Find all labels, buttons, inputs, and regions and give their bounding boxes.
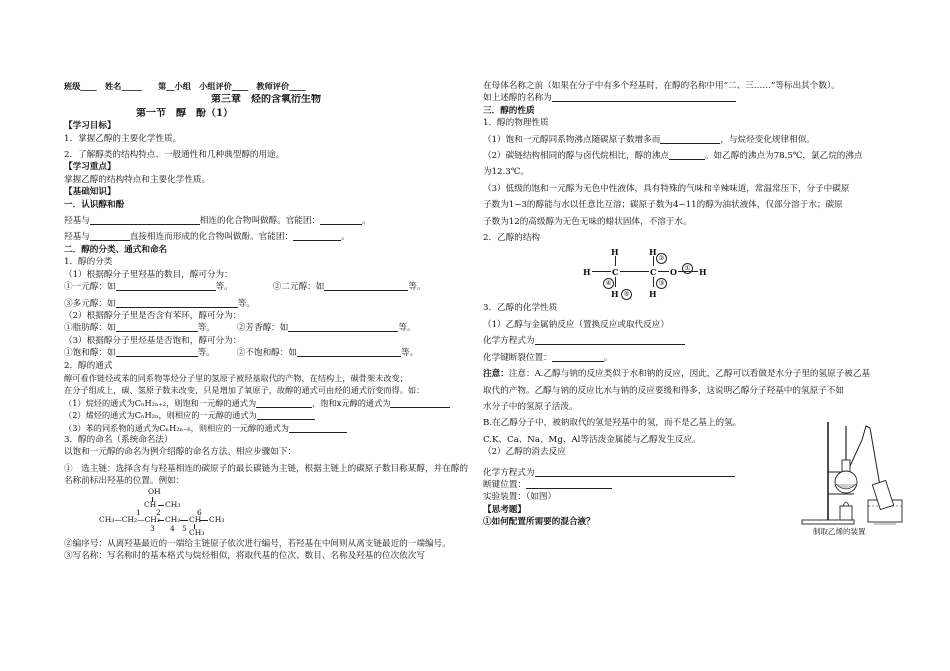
bond-num-4: ④ <box>603 278 614 289</box>
part3-heading: 三．醇的性质 <box>483 105 535 116</box>
naming-step-2: ②编序号：从离羟基最近的一端给主链原子依次进行编号，若羟基在中间则从离支链最近的一端编号。 <box>64 538 451 549</box>
structure-heading: 2．乙醇的结构 <box>483 233 541 244</box>
focus-heading: 【学习重点】 <box>64 162 116 173</box>
phenol-definition: 羟基与 直接相连而形成的化合物叫做酚。官能团： 。 <box>64 232 350 243</box>
physical-3-line3: 子数为12的高级醇为无色无味的蜡状固体，不溶于水。 <box>483 216 692 227</box>
naming-continued: 在母体名称之前（如果在分子中有多个羟基时，在醇的名称中用“二、三……”等标出其个数）。 <box>483 81 840 91</box>
equation-1-blank[interactable] <box>535 335 685 345</box>
physical-2: （2）碳链结构相同的醇与卤代烷相比，醇的沸点 。如乙醇的沸点为78.5℃，氯乙烷的沸点 <box>483 151 863 162</box>
bond-num-1: ① <box>682 263 693 274</box>
formula-benzene-row: （3）苯的同系物的通式为CₙH₂ₙ₋₆，则相应的一元醇的通式为 <box>64 422 468 434</box>
saturated-blank[interactable] <box>116 347 198 357</box>
naming-intro: 以饱和一元醇的命名为例介绍醇的命名方法。相应步骤如下： <box>64 447 297 458</box>
benzene-formula-blank[interactable] <box>289 423 347 433</box>
equation-2-row: 化学方程式为 <box>483 467 887 479</box>
phenol-group-blank[interactable] <box>293 231 341 241</box>
example-alcohol-structure <box>64 488 468 538</box>
physical-heading: 1．醇的物理性质 <box>483 118 549 129</box>
bond-num-2: ② <box>656 253 667 264</box>
mol-oh: OH <box>148 486 161 496</box>
mol-ch-a: CH <box>144 499 157 509</box>
eth-c-1: C <box>612 267 619 278</box>
bond-num-5: ⑤ <box>621 289 632 300</box>
formula-alkene-row: （2）烯烃的通式为CₙH₂ₙ，则相应的一元醇的通式为 <box>64 409 468 421</box>
poly-alcohol-row: ③多元醇：如 等。 <box>64 298 255 309</box>
goals-heading: 【学习目标】 <box>64 121 116 132</box>
aromatic-blank[interactable] <box>288 322 398 332</box>
eth-h-top-2: H <box>649 247 657 258</box>
part1-heading: 一．认识醇和酚 <box>64 199 125 210</box>
boiling-trend-blank[interactable] <box>660 134 720 144</box>
physical-1: （1）饱和一元醇同系物沸点随碳原子数增多而 ，与烷烃变化规律相似。 <box>483 134 815 145</box>
alcohol-group-blank[interactable] <box>320 215 362 225</box>
eth-h-left: H <box>583 267 591 278</box>
sat-mono-formula-blank[interactable] <box>256 398 312 408</box>
note-a-line3: 水分子中的氢原子活泼。 <box>483 401 578 412</box>
equation-2-blank[interactable] <box>535 467 735 477</box>
bond-break-1-blank[interactable] <box>552 352 604 362</box>
section-title: 第一节 醇 酚（1） <box>136 107 233 119</box>
classification-1: （1）根据醇分子里羟基的数目，醇可分为： <box>64 269 233 280</box>
mol-ch-b: CH <box>189 514 202 524</box>
note-c: C.K、Ca、Na、Mg、Al等活泼金属能与乙醇发生反应。 <box>483 434 701 445</box>
basics-heading: 【基础知识】 <box>64 187 116 198</box>
aliphatic-aromatic-row: ①脂肪醇：如 等。 ②芳香醇：如 等。 <box>64 323 416 334</box>
eth-h-top-1: H <box>611 247 619 258</box>
eth-c-2: C <box>650 267 657 278</box>
focus-1: 掌握乙醇的结构特点和主要化学性质。 <box>64 174 211 185</box>
physical-3-line1: （3）低级的饱和一元醇为无色中性液体，具有特殊的气味和辛辣味道，常温常压下，分子中碳原 <box>483 183 850 194</box>
mol-ch3-right: CH₃ <box>209 514 225 524</box>
mol-num-1: 1 <box>136 507 141 517</box>
mol-num-2: 2 <box>156 507 161 517</box>
mol-ch3-top: CH₃ <box>165 499 181 509</box>
mol-num-4: 4 <box>170 523 175 533</box>
ethanol-structure-diagram <box>583 244 713 302</box>
bond-break-2-blank[interactable] <box>526 479 612 489</box>
mono-alcohol-blank[interactable] <box>116 281 216 291</box>
naming-step-1: ① 选主链：选择含有与羟基相连的碳原子的最长碳链为主链，根据主链上的碳原子数目称某醇，并在醇的名称前标出羟基的位置。例如： <box>64 463 468 487</box>
eth-o: O <box>670 267 677 278</box>
apparatus-caption: 制取乙烯的装置 <box>813 527 866 536</box>
reaction-sodium: （1）乙醇与金属钠反应（置换反应或取代反应） <box>483 319 669 330</box>
formula-para-2: 在分子组成上，碳、氢原子数未改变，只是增加了氧原子，故醇的通式可由烃的通式衍变而得。如： <box>64 385 425 396</box>
mol-ch3-bottom: CH₃ <box>189 527 205 537</box>
think-heading: 【思考题】 <box>483 504 526 515</box>
classification-2: （2）根据醇分子里是否含有苯环，醇可分为： <box>64 310 242 321</box>
formula-para-1: 醇可看作链烃或苯的同系物等烃分子里的氢原子被羟基取代的产物，在结构上，碳骨架未改变； <box>64 372 408 383</box>
alcohol-blank-1[interactable] <box>90 215 200 225</box>
alcohol-definition: 羟基与 相连的化合物叫做醇。官能团： 。 <box>64 216 371 227</box>
naming-step-3: ③写名称：写名称时的基本格式与烷烃相似，将取代基的位次、数目、名称及羟基的位次依次写 <box>64 551 425 561</box>
unsaturated-blank[interactable] <box>297 347 401 357</box>
note-a-line1: 注意：注意：A.乙醇与钠的反应类似于水和钠的反应，因此，乙醇可以看做是水分子里的氢原子被乙基 <box>483 369 871 380</box>
alkene-formula-blank[interactable] <box>257 410 315 420</box>
saturated-row: ①饱和醇：如 等。 ②不饱和醇：如 等。 <box>64 348 419 359</box>
ethylene-apparatus-illustration <box>796 420 904 538</box>
poly-alcohol-blank[interactable] <box>116 298 238 308</box>
mol-num-5: 5 <box>182 523 187 533</box>
phenol-blank-1[interactable] <box>90 231 130 241</box>
part2-heading: 二．醇的分类、通式和命名 <box>64 244 168 255</box>
formula-heading: 2．醇的通式 <box>64 360 113 371</box>
mol-ch2: CH₂ <box>165 514 181 524</box>
goal-1: 1．掌握乙醇的主要化学性质。 <box>64 133 182 144</box>
classification-heading: 1．醇的分类 <box>64 257 113 268</box>
eth-h-bottom-2: H <box>649 289 657 300</box>
mol-chain-left: CH₃—CH₂—CH₂ <box>99 514 160 524</box>
formula-alkane-row: （1）烷烃的通式为CₙH₂ₙ₊₂，则饱和一元醇的通式为 ，饱和x元醇的通式为 <box>64 397 468 409</box>
di-alcohol-blank[interactable] <box>324 281 408 291</box>
eth-h-right: H <box>699 267 707 278</box>
sat-x-formula-blank[interactable] <box>390 398 450 408</box>
note-a-line2: 取代的产物。乙醇与钠的反应比水与钠的反应要缓和得多，这说明乙醇分子羟基中的氢原子不如 <box>483 385 844 396</box>
think-question-1: ①如何配置所需要的混合液？ <box>483 517 595 528</box>
aliphatic-blank[interactable] <box>116 322 198 332</box>
student-info-line: 班级____ 姓名_____ 第__小组 小组评价____ 教师评价____ <box>64 81 306 91</box>
chapter-title: 第三章 烃的含氧衍生物 <box>211 94 321 106</box>
goal-2: 2．了解醇类的结构特点、一般通性和几种典型醇的用途。 <box>64 150 285 161</box>
naming-heading: 3．醇的命名（系统命名法） <box>64 434 173 445</box>
left-column <box>64 80 468 562</box>
mol-num-6: 6 <box>197 507 202 517</box>
physical-2-cont: 为12.3℃。 <box>483 167 529 178</box>
mono-di-alcohol-row: ①一元醇：如 等。 ②二元醇：如 等。 <box>64 282 426 293</box>
device-line: 实验装置：（如图） <box>483 492 557 503</box>
classification-3: （3）根据醇分子里烃基是否饱和，醇可分为： <box>64 335 242 346</box>
bond-break-1-row: 化学键断裂位置： 。 <box>483 352 613 363</box>
physical-3-line2: 子数为1~3的醇能与水以任意比互溶；碳原子数为4~11的醇为油状液体，仅部分溶于水；碳原 <box>483 200 843 211</box>
naming-answer-row: 如上述醇的名称为 <box>483 92 887 104</box>
mol-num-3: 3 <box>150 523 155 533</box>
boiling-compare-blank[interactable] <box>669 150 705 160</box>
bond-break-2-row: 断键位置： <box>483 479 887 491</box>
bond-num-3: ③ <box>656 278 667 289</box>
eth-h-bottom-1: H <box>611 289 619 300</box>
chemical-heading: 3．乙醇的化学性质 <box>483 303 558 314</box>
equation-1-row: 化学方程式为 <box>483 335 887 347</box>
note-b: B.在乙醇分子中，被钠取代的氢是羟基中的氢，而不是乙基上的氢。 <box>483 418 742 429</box>
reaction-elimination: （2）乙醇的消去反应 <box>483 447 566 458</box>
alcohol-name-blank[interactable] <box>552 92 736 102</box>
